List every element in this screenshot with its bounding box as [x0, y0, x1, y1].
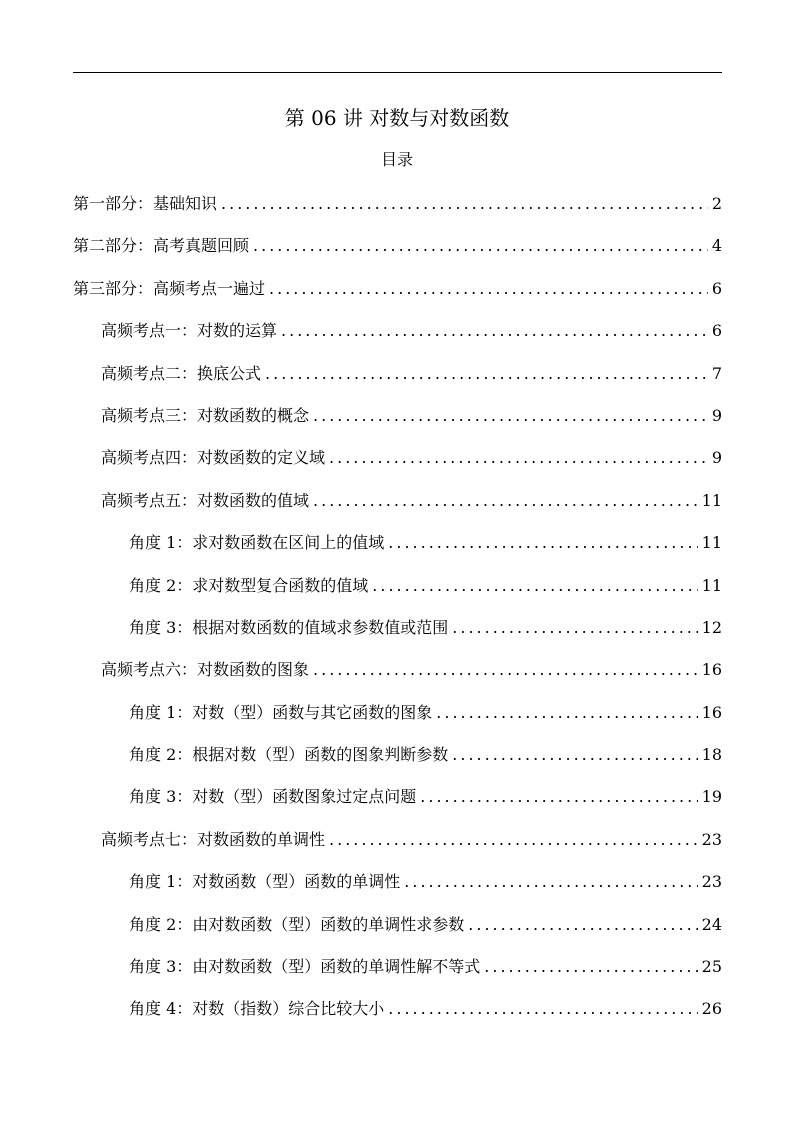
- toc-entry-text: 高频考点三：对数函数的概念: [101, 405, 310, 425]
- toc-entry-text: 第三部分：高频考点一遍过: [73, 278, 266, 298]
- toc-entry-text: 高频考点一：对数的运算: [101, 321, 278, 341]
- toc-dot-leader: [404, 868, 697, 896]
- toc-page-number: 12: [701, 617, 722, 637]
- toc-entry[interactable]: [73, 317, 722, 359]
- toc-entry[interactable]: [73, 614, 722, 656]
- toc-page-number: 11: [701, 575, 722, 595]
- toc-entry[interactable]: [73, 656, 722, 698]
- toc-dot-leader: [313, 487, 698, 515]
- toc-entry-text: 高频考点五：对数函数的值域: [101, 490, 310, 510]
- toc-entry-text: 高频考点七：对数函数的单调性: [101, 829, 326, 849]
- toc-entry-text: 角度 4：对数（指数）综合比较大小: [129, 999, 385, 1019]
- toc-dot-leader: [388, 995, 697, 1023]
- toc-entry[interactable]: [73, 995, 722, 1037]
- toc-page-number: 23: [701, 872, 722, 892]
- toc-entry[interactable]: [73, 275, 722, 317]
- toc-entry-text: 角度 3：由对数函数（型）函数的单调性解不等式: [129, 957, 481, 977]
- toc-dot-leader: [484, 953, 697, 981]
- toc-heading: 目录: [380, 150, 413, 169]
- toc-dot-leader: [329, 826, 698, 854]
- toc-dot-leader: [269, 275, 708, 303]
- toc-dot-leader: [420, 783, 697, 811]
- toc-entry-text: 第二部分：高考真题回顾: [73, 236, 250, 256]
- toc-entry[interactable]: [73, 190, 722, 232]
- toc-dot-leader: [329, 444, 708, 472]
- toc-dot-leader: [468, 911, 697, 939]
- toc-entry[interactable]: [73, 783, 722, 825]
- toc-dot-leader: [372, 572, 697, 600]
- toc-dot-leader: [452, 741, 697, 769]
- toc-dot-leader: [253, 232, 708, 260]
- toc-dot-leader: [221, 190, 708, 218]
- toc-page-number: 9: [711, 405, 722, 425]
- toc-entry[interactable]: [73, 953, 722, 995]
- toc-page-number: 18: [701, 745, 722, 765]
- toc-entry[interactable]: [73, 868, 722, 910]
- toc-page-number: 26: [701, 999, 722, 1019]
- toc-entry-text: 角度 1：求对数函数在区间上的值域: [129, 533, 385, 553]
- toc-entry-text: 角度 1：对数（型）函数与其它函数的图象: [129, 702, 433, 722]
- toc-entry-text: 第一部分：基础知识: [73, 194, 218, 213]
- toc-entry-text: 角度 2：求对数型复合函数的值域: [129, 575, 369, 595]
- toc-page-number: 16: [701, 702, 722, 722]
- toc-page-number: 6: [711, 321, 722, 341]
- toc-entry[interactable]: [73, 572, 722, 614]
- toc-entry-text: 角度 3：根据对数函数的值域求参数值或范围: [129, 617, 449, 637]
- toc-entry[interactable]: [73, 741, 722, 783]
- toc-entry-text: 高频考点二：换底公式: [101, 363, 262, 383]
- toc-dot-leader: [313, 656, 698, 684]
- toc-entry-text: 角度 1：对数函数（型）函数的单调性: [129, 872, 401, 892]
- toc-dot-leader: [265, 360, 708, 388]
- toc-dot-leader: [313, 402, 708, 430]
- table-of-contents: [73, 190, 722, 1038]
- toc-page-number: 6: [711, 278, 722, 298]
- toc-entry-text: 高频考点四：对数函数的定义域: [101, 448, 326, 468]
- toc-page-number: 16: [701, 660, 722, 680]
- toc-page-number: 2: [711, 194, 722, 213]
- toc-entry[interactable]: [73, 487, 722, 529]
- toc-dot-leader: [436, 699, 697, 727]
- toc-page-number: 11: [701, 533, 722, 553]
- header-rule: [73, 72, 722, 73]
- toc-dot-leader: [388, 529, 697, 557]
- toc-page-number: 7: [711, 363, 722, 383]
- toc-entry-text: 高频考点六：对数函数的图象: [101, 660, 310, 680]
- toc-entry[interactable]: [73, 360, 722, 402]
- toc-page-number: 4: [711, 236, 722, 256]
- toc-page-number: 19: [701, 787, 722, 807]
- toc-entry[interactable]: [73, 699, 722, 741]
- toc-page-number: 24: [701, 914, 722, 934]
- toc-entry[interactable]: [73, 402, 722, 444]
- toc-page-number: 25: [701, 957, 722, 977]
- toc-entry[interactable]: [73, 529, 722, 571]
- document-title: 第 06 讲 对数与对数函数: [284, 106, 510, 130]
- toc-entry[interactable]: [73, 911, 722, 953]
- toc-dot-leader: [281, 317, 708, 345]
- toc-entry[interactable]: [73, 444, 722, 486]
- toc-entry-text: 角度 3：对数（型）函数图象过定点问题: [129, 787, 417, 807]
- toc-entry-text: 角度 2：由对数函数（型）函数的单调性求参数: [129, 914, 465, 934]
- toc-entry-text: 角度 2：根据对数（型）函数的图象判断参数: [129, 745, 449, 765]
- toc-page-number: 9: [711, 448, 722, 468]
- toc-entry[interactable]: [73, 826, 722, 868]
- toc-entry[interactable]: [73, 232, 722, 274]
- toc-dot-leader: [452, 614, 697, 642]
- toc-page-number: 11: [701, 490, 722, 510]
- toc-page-number: 23: [701, 829, 722, 849]
